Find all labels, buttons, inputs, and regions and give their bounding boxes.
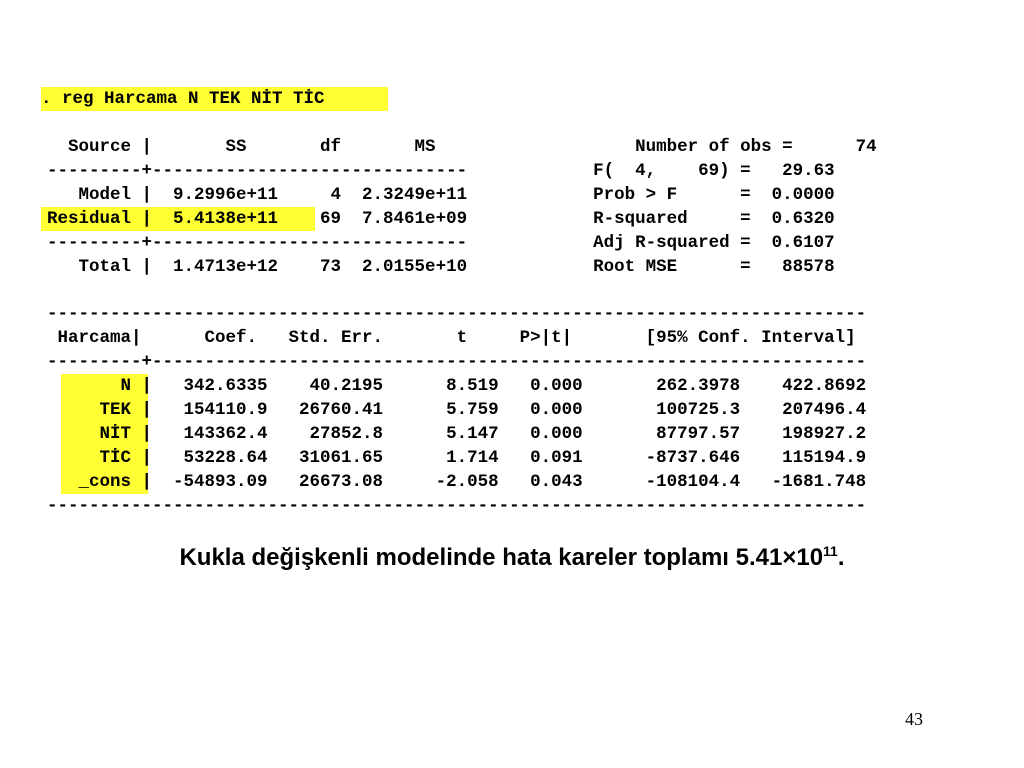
coef-row-tek: TEK | 154110.9 26760.41 5.759 0.000 100725.3 207496.4 <box>47 400 867 420</box>
anova-header: Source | SS df MS Number of obs = 74 <box>47 137 877 157</box>
coef-row-cons: _cons | -54893.09 26673.08 -2.058 0.043 -108104.4 -1681.748 <box>47 472 867 492</box>
anova-model-row: Model | 9.2996e+11 4 2.3249e+11 Prob > F = 0.0000 <box>47 185 835 205</box>
anova-divider: ---------+------------------------------ F( 4, 69) = 29.63 <box>47 161 835 181</box>
slide-caption <box>0 544 1024 572</box>
caption-exponent: 11 <box>823 543 838 559</box>
coef-row-n: N | 342.6335 40.2195 8.519 0.000 262.3978 422.8692 <box>47 376 867 396</box>
caption-text: Kukla değişkenli modelinde hata kareler toplamı 5.41×10 <box>179 544 824 571</box>
coef-row-tic: TİC | 53228.64 31061.65 1.714 0.091 -8737.646 115194.9 <box>47 448 867 468</box>
anova-residual-row: Residual | 5.4138e+11 69 7.8461e+09 R-squared = 0.6320 <box>47 209 835 229</box>
page-number: 43 <box>905 709 923 729</box>
caption-period: . <box>837 544 845 571</box>
coef-top-rule: ------------------------------------------------------------------------------ <box>47 304 867 324</box>
coef-header: Harcama| Coef. Std. Err. t P>|t| [95% Conf. Interval] <box>47 328 856 348</box>
anova-total-row: Total | 1.4713e+12 73 2.0155e+10 Root MSE = 88578 <box>47 257 835 277</box>
coef-row-nit: NİT | 143362.4 27852.8 5.147 0.000 87797.57 198927.2 <box>47 424 867 444</box>
coef-bottom-rule: ------------------------------------------------------------------------------ <box>47 496 867 516</box>
anova-divider-2: ---------+------------------------------ Adj R-squared = 0.6107 <box>47 233 835 253</box>
coef-divider: ---------+-------------------------------------------------------------------- <box>47 352 867 372</box>
stata-command: . reg Harcama N TEK NİT TİC <box>41 89 346 109</box>
